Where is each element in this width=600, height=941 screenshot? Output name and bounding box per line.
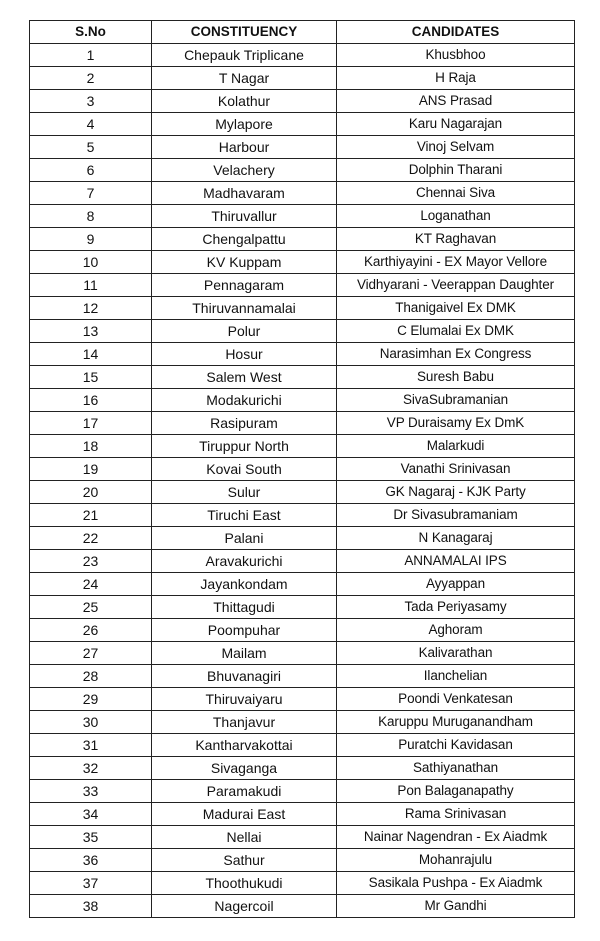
row-sno: 23 [30, 550, 152, 573]
row-constituency: Harbour [152, 136, 337, 159]
row-sno: 24 [30, 573, 152, 596]
row-sno: 10 [30, 251, 152, 274]
row-constituency: Kantharvakottai [152, 734, 337, 757]
row-candidate: N Kanagaraj [337, 527, 575, 550]
row-candidate: Chennai Siva [337, 182, 575, 205]
row-constituency: Sathur [152, 849, 337, 872]
row-candidate: Karuppu Muruganandham [337, 711, 575, 734]
row-sno: 9 [30, 228, 152, 251]
table-row [30, 366, 575, 389]
table-row [30, 274, 575, 297]
row-candidate: Karthiyayini - EX Mayor Vellore [337, 251, 575, 274]
row-constituency: Thittagudi [152, 596, 337, 619]
table-row [30, 527, 575, 550]
row-constituency: Madhavaram [152, 182, 337, 205]
header-sno: S.No [30, 21, 152, 44]
row-constituency: Tiruppur North [152, 435, 337, 458]
row-candidate: Dolphin Tharani [337, 159, 575, 182]
row-constituency: Poompuhar [152, 619, 337, 642]
table-row [30, 481, 575, 504]
row-constituency: Aravakurichi [152, 550, 337, 573]
row-constituency: Jayankondam [152, 573, 337, 596]
table-row [30, 320, 575, 343]
row-constituency: Salem West [152, 366, 337, 389]
row-candidate: Pon Balaganapathy [337, 780, 575, 803]
table-row [30, 757, 575, 780]
row-candidate: Dr Sivasubramaniam [337, 504, 575, 527]
row-candidate: SivaSubramanian [337, 389, 575, 412]
table-row [30, 550, 575, 573]
row-sno: 1 [30, 44, 152, 67]
table-row [30, 895, 575, 918]
row-constituency: Mylapore [152, 113, 337, 136]
row-sno: 37 [30, 872, 152, 895]
row-constituency: Chengalpattu [152, 228, 337, 251]
row-sno: 11 [30, 274, 152, 297]
row-sno: 5 [30, 136, 152, 159]
row-sno: 3 [30, 90, 152, 113]
row-sno: 12 [30, 297, 152, 320]
row-sno: 8 [30, 205, 152, 228]
row-constituency: Mailam [152, 642, 337, 665]
row-candidate: GK Nagaraj - KJK Party [337, 481, 575, 504]
row-constituency: Madurai East [152, 803, 337, 826]
row-sno: 16 [30, 389, 152, 412]
row-candidate: Nainar Nagendran - Ex Aiadmk [337, 826, 575, 849]
row-sno: 36 [30, 849, 152, 872]
row-candidate: Mr Gandhi [337, 895, 575, 918]
row-sno: 15 [30, 366, 152, 389]
row-candidate: Vidhyarani - Veerappan Daughter [337, 274, 575, 297]
table-row [30, 228, 575, 251]
row-candidate: Ilanchelian [337, 665, 575, 688]
row-constituency: Thoothukudi [152, 872, 337, 895]
row-candidate: Rama Srinivasan [337, 803, 575, 826]
row-candidate: KT Raghavan [337, 228, 575, 251]
row-candidate: Kalivarathan [337, 642, 575, 665]
table-row [30, 251, 575, 274]
row-sno: 34 [30, 803, 152, 826]
row-candidate: ANS Prasad [337, 90, 575, 113]
row-candidate: H Raja [337, 67, 575, 90]
row-constituency: Chepauk Triplicane [152, 44, 337, 67]
row-constituency: Hosur [152, 343, 337, 366]
row-sno: 19 [30, 458, 152, 481]
row-candidate: Loganathan [337, 205, 575, 228]
row-sno: 2 [30, 67, 152, 90]
row-candidate: Mohanrajulu [337, 849, 575, 872]
table-body [30, 44, 575, 918]
row-sno: 4 [30, 113, 152, 136]
row-constituency: Bhuvanagiri [152, 665, 337, 688]
header-candidates: CANDIDATES [337, 21, 575, 44]
row-sno: 38 [30, 895, 152, 918]
row-candidate: Aghoram [337, 619, 575, 642]
row-sno: 32 [30, 757, 152, 780]
row-sno: 30 [30, 711, 152, 734]
table-row [30, 44, 575, 67]
table-row [30, 67, 575, 90]
row-candidate: Ayyappan [337, 573, 575, 596]
row-sno: 35 [30, 826, 152, 849]
row-candidate: Poondi Venkatesan [337, 688, 575, 711]
row-constituency: Tiruchi East [152, 504, 337, 527]
table-row [30, 872, 575, 895]
table-row [30, 113, 575, 136]
row-candidate: Vinoj Selvam [337, 136, 575, 159]
row-sno: 27 [30, 642, 152, 665]
row-sno: 26 [30, 619, 152, 642]
row-constituency: Palani [152, 527, 337, 550]
table-row [30, 389, 575, 412]
table-row [30, 90, 575, 113]
table-row [30, 642, 575, 665]
row-candidate: C Elumalai Ex DMK [337, 320, 575, 343]
row-constituency: Nagercoil [152, 895, 337, 918]
table-row [30, 573, 575, 596]
row-constituency: Rasipuram [152, 412, 337, 435]
table-header-row [30, 21, 575, 44]
row-candidate: Sathiyanathan [337, 757, 575, 780]
table-row [30, 504, 575, 527]
row-candidate: VP Duraisamy Ex DmK [337, 412, 575, 435]
row-constituency: Kolathur [152, 90, 337, 113]
row-sno: 21 [30, 504, 152, 527]
table-row [30, 688, 575, 711]
table-row [30, 205, 575, 228]
candidate-list-sheet [29, 20, 574, 918]
row-constituency: Thiruvaiyaru [152, 688, 337, 711]
header-constituency: CONSTITUENCY [152, 21, 337, 44]
row-constituency: Kovai South [152, 458, 337, 481]
row-sno: 25 [30, 596, 152, 619]
row-sno: 14 [30, 343, 152, 366]
row-sno: 22 [30, 527, 152, 550]
table-row [30, 826, 575, 849]
row-sno: 17 [30, 412, 152, 435]
row-candidate: Vanathi Srinivasan [337, 458, 575, 481]
row-sno: 28 [30, 665, 152, 688]
table-row [30, 780, 575, 803]
row-constituency: Nellai [152, 826, 337, 849]
row-constituency: Thanjavur [152, 711, 337, 734]
row-sno: 31 [30, 734, 152, 757]
row-candidate: Puratchi Kavidasan [337, 734, 575, 757]
row-sno: 29 [30, 688, 152, 711]
row-sno: 20 [30, 481, 152, 504]
candidates-table [29, 20, 575, 918]
row-candidate: Thanigaivel Ex DMK [337, 297, 575, 320]
row-candidate: Sasikala Pushpa - Ex Aiadmk [337, 872, 575, 895]
row-candidate: Khusbhoo [337, 44, 575, 67]
row-candidate: Karu Nagarajan [337, 113, 575, 136]
row-constituency: KV Kuppam [152, 251, 337, 274]
row-constituency: Pennagaram [152, 274, 337, 297]
row-constituency: Polur [152, 320, 337, 343]
table-row [30, 619, 575, 642]
row-constituency: Modakurichi [152, 389, 337, 412]
table-row [30, 343, 575, 366]
row-constituency: Sivaganga [152, 757, 337, 780]
row-candidate: Narasimhan Ex Congress [337, 343, 575, 366]
table-row [30, 136, 575, 159]
table-row [30, 412, 575, 435]
table-row [30, 182, 575, 205]
row-constituency: Thiruvannamalai [152, 297, 337, 320]
row-sno: 7 [30, 182, 152, 205]
table-row [30, 711, 575, 734]
table-row [30, 803, 575, 826]
row-sno: 13 [30, 320, 152, 343]
table-row [30, 159, 575, 182]
row-constituency: Paramakudi [152, 780, 337, 803]
table-row [30, 734, 575, 757]
row-candidate: ANNAMALAI IPS [337, 550, 575, 573]
row-constituency: Velachery [152, 159, 337, 182]
row-constituency: T Nagar [152, 67, 337, 90]
row-sno: 6 [30, 159, 152, 182]
row-constituency: Sulur [152, 481, 337, 504]
table-row [30, 435, 575, 458]
row-candidate: Suresh Babu [337, 366, 575, 389]
row-sno: 33 [30, 780, 152, 803]
row-candidate: Malarkudi [337, 435, 575, 458]
table-row [30, 665, 575, 688]
table-row [30, 849, 575, 872]
table-row [30, 297, 575, 320]
table-row [30, 596, 575, 619]
row-constituency: Thiruvallur [152, 205, 337, 228]
row-candidate: Tada Periyasamy [337, 596, 575, 619]
row-sno: 18 [30, 435, 152, 458]
table-row [30, 458, 575, 481]
